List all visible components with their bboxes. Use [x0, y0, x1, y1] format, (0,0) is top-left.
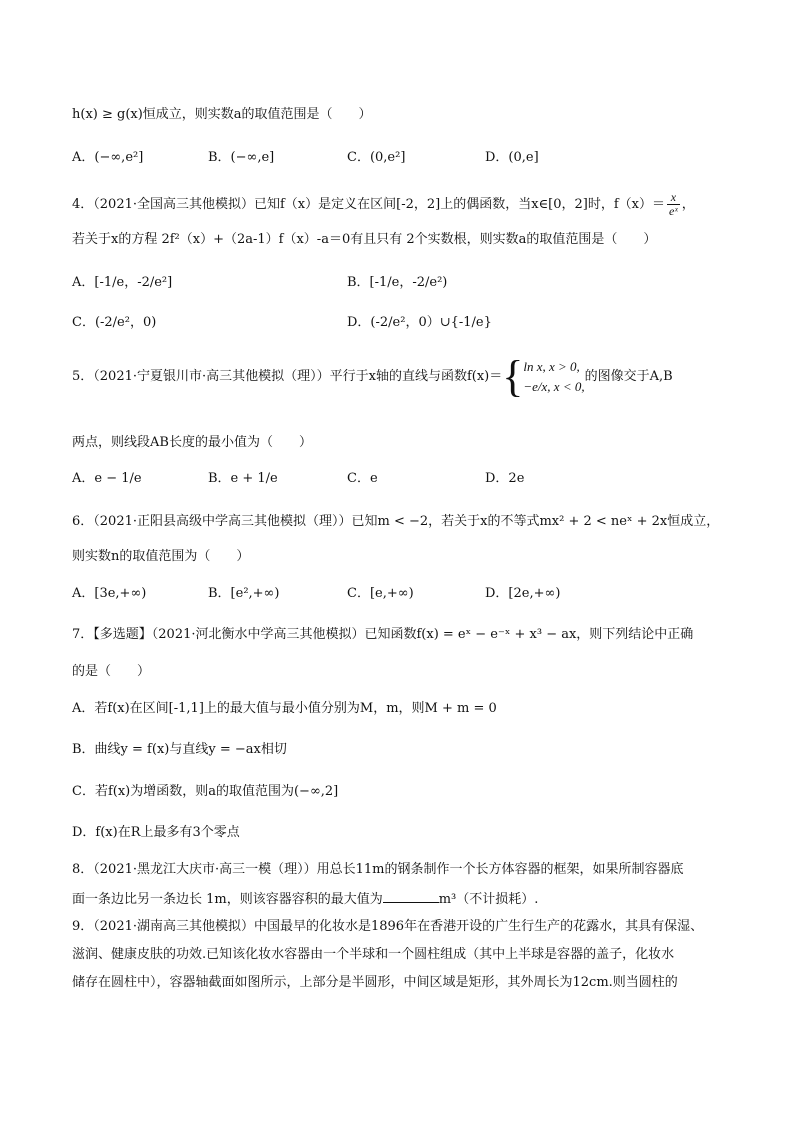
q9-stem-line3: 储存在圆柱中），容器轴截面如图所示，上部分是半圆形，中间区域是矩形，其外周长为12cm.则当圆柱的: [72, 975, 678, 990]
q5-option-d: D．2e: [485, 471, 525, 486]
q6-option-d: D．[2e,+∞): [485, 586, 561, 601]
q4-option-b: B．[-1/e，-2/e²): [347, 275, 448, 290]
q6-option-b: B．[e²,+∞): [208, 586, 280, 601]
q8-answer-blank: [383, 890, 439, 903]
q5-option-b: B．e + 1/e: [208, 471, 278, 486]
q6-option-a: A．[3e,+∞): [72, 586, 147, 601]
q3-tail: h(x) ≥ g(x)恒成立，则实数a的取值范围是（ ）: [72, 107, 372, 122]
q8-stem-line2: 面一条边比另一条边长 1m，则该容器容积的最大值为 m³（不计损耗）.: [72, 892, 539, 907]
q9-stem-line1: 9．（2021·湖南高三其他模拟）中国最早的化妆水是1896年在香港开设的广生行生产的花露水，其具有保湿、: [72, 919, 704, 934]
q3-option-a: A．(−∞,e²]: [72, 150, 144, 165]
q7-option-d: D．f(x)在R上最多有3个零点: [72, 825, 240, 840]
q4-fraction: $\frac{x}{\text{eˣ}}$: [669, 190, 678, 218]
q7-option-c: C．若f(x)为增函数，则a的取值范围为(−∞,2]: [72, 784, 339, 799]
q7-stem-line1: 7．【多选题】（2021·河北衡水中学高三其他模拟）已知函数f(x) = eˣ − e⁻ˣ + x³ − ax，则下列结论中正确: [72, 627, 694, 642]
q6-stem-line2: 则实数n的取值范围为（ ）: [72, 549, 250, 564]
q7-stem-line2: 的是（ ）: [72, 664, 151, 679]
q9-stem-line2: 滋润、健康皮肤的功效.已知该化妆水容器由一个半球和一个圆柱组成（其中上半球是容器的盖子，化妆水: [72, 947, 675, 962]
q5-piecewise: ln x, x > 0, −e/x, x < 0,: [523, 359, 585, 394]
q5-option-a: A．e − 1/e: [72, 471, 142, 486]
q3-option-c: C．(0,e²]: [347, 150, 406, 165]
q4-option-a: A．[-1/e，-2/e²]: [72, 275, 173, 290]
q4-stem-line2: 若关于x的方程 2f²（x）+（2a-1）f（x）-a＝0有且只有 2个实数根，则实数a的取值范围是（ ）: [72, 232, 657, 247]
q5-option-c: C．e: [347, 471, 378, 486]
q7-option-a: A．若f(x)在区间[-1,1]上的最大值与最小值分别为M，m，则M + m = 0: [72, 701, 497, 716]
q4-stem-line1: 4．（2021·全国高三其他模拟）已知f（x）是定义在区间[-2，2]上的偶函数，当x∈[0，2]时，f（x）＝ $\frac{x}{\text{eˣ}}$ ，: [72, 190, 695, 218]
q7-option-b: B．曲线y = f(x)与直线y = −ax相切: [72, 742, 287, 757]
q8-stem-line1: 8．（2021·黑龙江大庆市·高三一模（理））用总长11m的钢条制作一个长方体容器的框架，如果所制容器底: [72, 862, 684, 877]
q6-stem-line1: 6．（2021·正阳县高级中学高三其他模拟（理））已知m < −2，若关于x的不等式mx² + 2 < neˣ + 2x恒成立，: [72, 514, 720, 529]
q4-option-c: C．(-2/e²，0): [72, 315, 157, 330]
q3-option-b: B．(−∞,e]: [208, 150, 275, 165]
q5-stem-line1: 5．（2021·宁夏银川市·高三其他模拟（理））平行于x轴的直线与函数f(x)＝{ ln x, x > 0, −e/x, x < 0, 的图像交于A,B: [72, 352, 673, 401]
q6-option-c: C．[e,+∞): [347, 586, 414, 601]
q5-stem-line2: 两点，则线段AB长度的最小值为（ ）: [72, 435, 312, 450]
q3-option-d: D．(0,e]: [485, 150, 539, 165]
q5-piecewise-brace: {: [502, 352, 524, 401]
q4-option-d: D．(-2/e²，0）∪{-1/e}: [347, 315, 492, 330]
